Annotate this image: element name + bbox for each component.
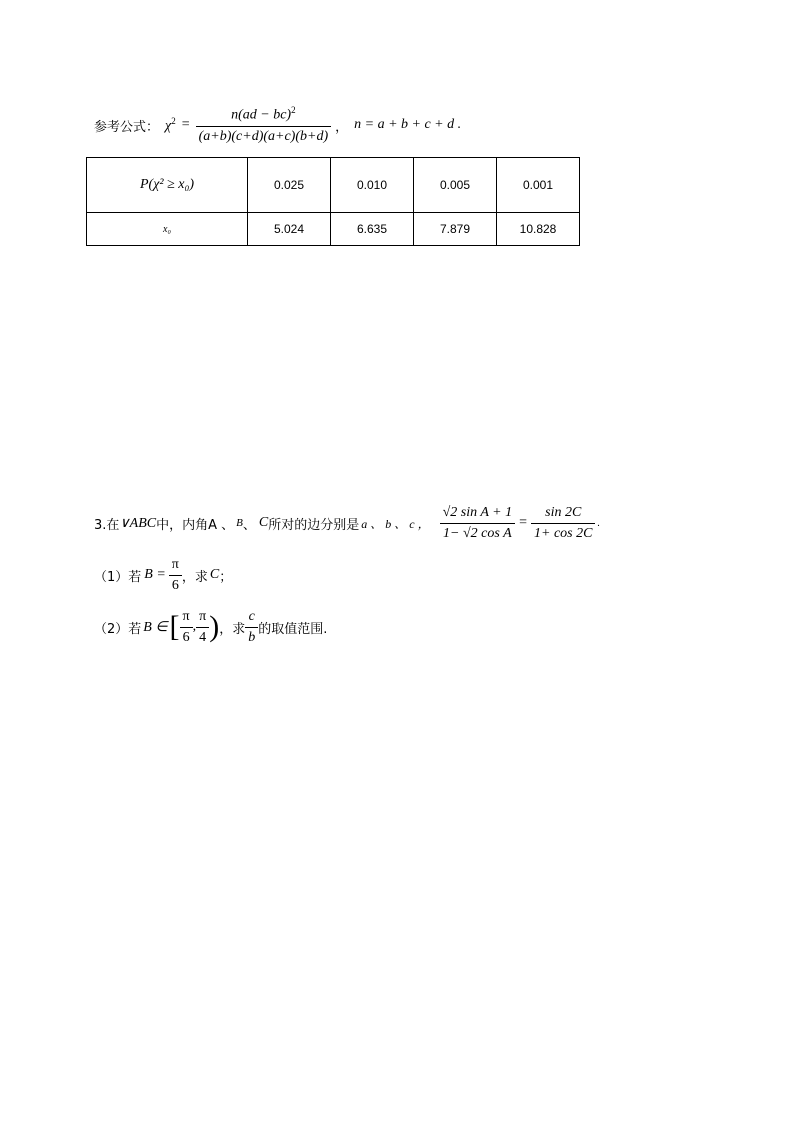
table-cell: 10.828	[497, 213, 580, 246]
table-cell: 0.010	[331, 158, 414, 213]
formula-separator: ，	[335, 119, 349, 135]
triangle-symbol: ∨ABC	[119, 515, 157, 531]
formula-denominator: (a+b)(c+d)(a+c)(b+d)	[196, 126, 332, 145]
table-cell: 0.025	[248, 158, 331, 213]
angle-b: B	[236, 517, 243, 529]
chi-symbol: $\chi^2$	[165, 115, 176, 134]
part-2-text: ，求	[219, 621, 246, 637]
pi-4-fraction: $\frac{\pi}{4}$	[196, 609, 209, 646]
equation-equals: =	[519, 515, 527, 530]
table-cell: 0.005	[414, 158, 497, 213]
part-1-label: （1）若	[94, 569, 142, 585]
critical-value-table	[86, 157, 580, 246]
table-cell: 7.879	[414, 213, 497, 246]
n-definition: n = a + b + c + d .	[354, 117, 462, 132]
part-2	[94, 604, 327, 650]
lhs-fraction	[440, 505, 516, 542]
table-row	[87, 213, 580, 246]
problem-text: 、	[242, 517, 256, 533]
part-1-end: ；	[219, 569, 233, 585]
c-over-b-fraction: $\frac{c}{b}$	[245, 609, 258, 646]
part-1-c: C	[209, 567, 220, 582]
right-paren: )	[209, 610, 220, 643]
pi-6-fraction: $\frac{\pi}{6}$	[180, 609, 193, 646]
part-1-fraction: $\frac{\pi}{6}$	[169, 557, 182, 594]
formula-equals: =	[181, 117, 190, 132]
problem-text: 中，内角A 、	[156, 517, 235, 533]
part-2-label: （2）若	[94, 621, 142, 637]
formula-fraction: $\frac{n(ad - bc)^2}{(a+b)(c+d)(a+c)(b+d)}$	[196, 105, 332, 145]
problem-statement	[94, 500, 600, 546]
lhs-numerator: √2 sin A + 1	[442, 504, 513, 520]
table-cell: 6.635	[331, 213, 414, 246]
formula-numerator: n(ad − bc)	[231, 107, 292, 123]
lhs-denominator: 1− √2 cos A	[440, 523, 515, 542]
rhs-denominator: 1+ cos 2C	[531, 523, 595, 542]
reference-formula	[94, 100, 461, 150]
formula-label: 参考公式：	[94, 119, 160, 135]
part-2-end: 的取值范围.	[258, 621, 328, 637]
left-bracket: [	[169, 610, 180, 643]
table-cell: 5.024	[248, 213, 331, 246]
part-1-text: ，求	[181, 569, 208, 585]
interval-comma: ,	[192, 619, 197, 634]
problem-end: .	[597, 517, 600, 529]
table-row	[87, 158, 580, 213]
rhs-numerator: sin 2C	[545, 504, 582, 520]
part-1-condition: B =	[144, 567, 166, 582]
part-2-condition: B ∈	[143, 619, 168, 635]
angle-c: C	[258, 515, 269, 530]
side-names: a 、 b 、 c ，	[361, 516, 430, 531]
problem-number: 3.在	[94, 517, 120, 533]
problem-text: 所对的边分别是	[268, 517, 360, 533]
table-cell: 0.001	[497, 158, 580, 213]
p-header-cell: P(χ² ≥ x₀)	[87, 158, 248, 213]
x-header-cell: x₀	[87, 213, 248, 246]
part-1	[94, 553, 232, 597]
rhs-fraction	[531, 505, 595, 542]
